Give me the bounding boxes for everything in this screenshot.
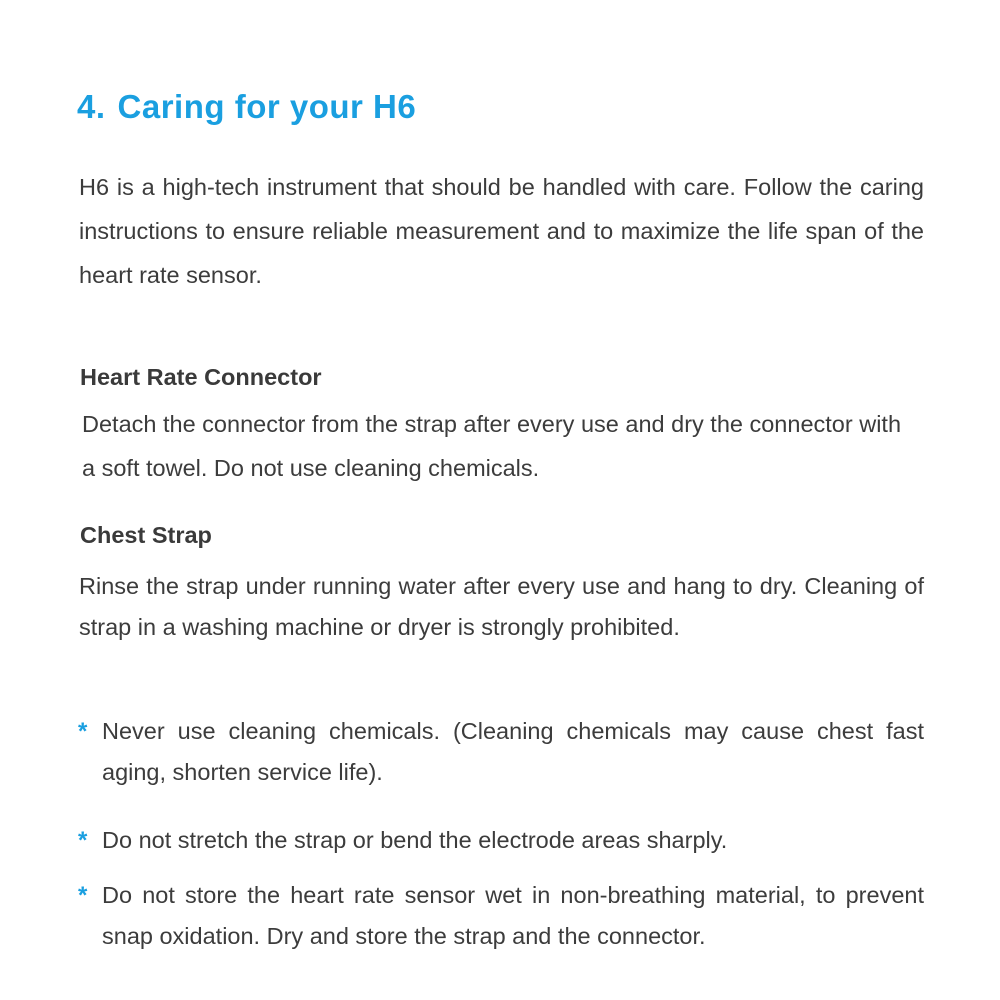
intro-paragraph: H6 is a high-tech instrument that should be handled with care. Follow the caring instructions to ensure reliable measurement and to maximize the life span of the heart rate sensor. bbox=[79, 174, 924, 288]
asterisk-icon: * bbox=[78, 718, 88, 745]
section-title bbox=[77, 88, 416, 126]
section-number: 4. bbox=[77, 88, 106, 125]
care-note-text: Never use cleaning chemicals. (Cleaning chemicals may cause chest fast aging, shorten service life). bbox=[102, 718, 924, 785]
connector-paragraph: Detach the connector from the strap after every use and dry the connector with a soft towel. Do not use cleaning chemicals. bbox=[82, 411, 902, 481]
asterisk-icon: * bbox=[78, 827, 88, 854]
connector-heading: Heart Rate Connector bbox=[80, 364, 322, 390]
strap-paragraph: Rinse the strap under running water after every use and hang to dry. Cleaning of strap in a washing machine or dryer is strongly prohibited. bbox=[79, 573, 924, 640]
strap-heading: Chest Strap bbox=[80, 522, 212, 548]
care-note-text: Do not store the heart rate sensor wet in non-breathing material, to prevent snap oxidation. Dry and store the strap and the connector. bbox=[102, 882, 924, 949]
care-note-text: Do not stretch the strap or bend the electrode areas sharply. bbox=[102, 827, 728, 853]
care-note bbox=[78, 711, 924, 793]
asterisk-icon: * bbox=[78, 882, 88, 909]
care-note bbox=[78, 875, 924, 957]
care-note bbox=[78, 820, 924, 861]
section-title-text: Caring for your H6 bbox=[117, 88, 417, 125]
